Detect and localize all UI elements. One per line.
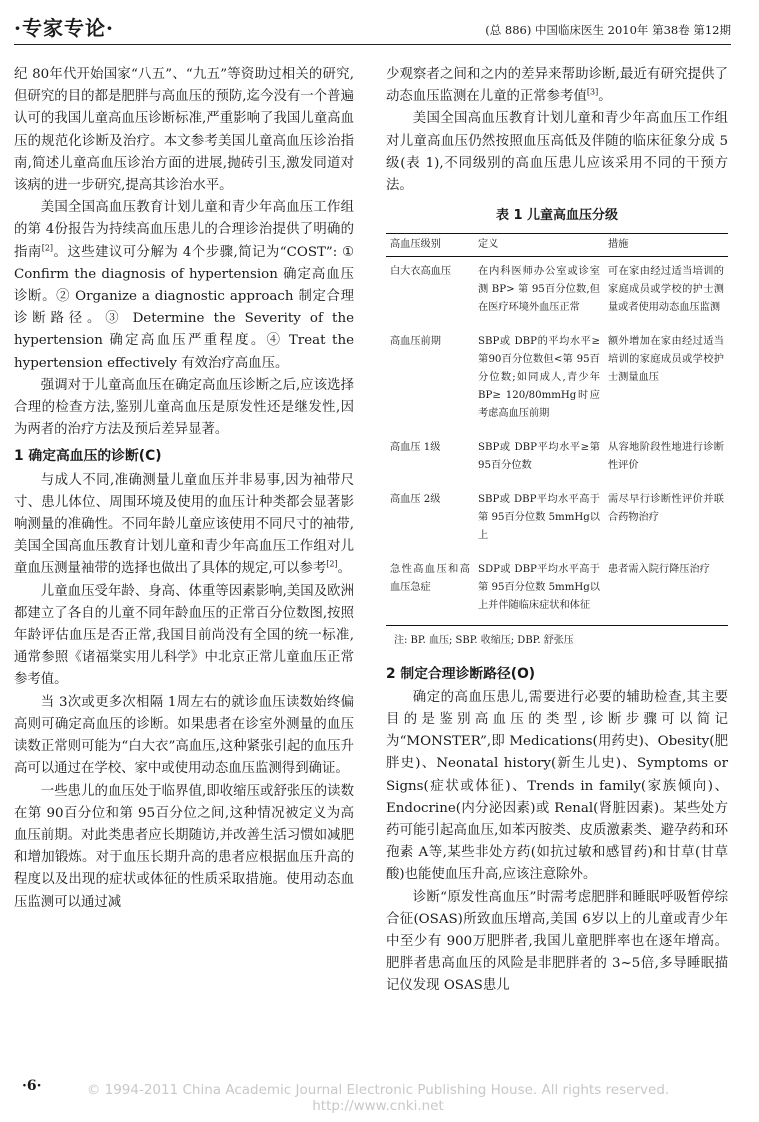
paragraph-text: 少观察者之间和之内的差异来帮助诊断,最近有研究提供了动态血压监测在儿童的正常参考值 xyxy=(386,67,728,105)
copyright-footer: © 1994-2011 China Academic Journal Electronic Publishing House. All rights reserved. http://www.cnki.net xyxy=(86,1082,670,1114)
paragraph: 当 3次或更多次相隔 1周左右的就诊血压读数始终偏高则可确定高血压的诊断。如果患者在诊室外测量的血压读数正常则可能为“白大衣”高血压,这种紧张引起的血压升高可以通过在学校、家中或使用动态血压监测得到确证。 xyxy=(14,694,354,777)
table-row xyxy=(386,555,728,626)
paragraph: 儿童血压受年龄、身高、体重等因素影响,美国及欧洲都建立了各自的儿童不同年龄血压的正常百分位数图,按照年龄评估血压是否正常,我国目前尚没有全国的统一标准,通常参照《诸福棠实用儿科学》中北京正常儿童血压正常参考值。 xyxy=(14,583,354,688)
paragraph xyxy=(386,64,728,108)
table-header-row xyxy=(386,234,728,257)
paragraph-text: 。这些建议可分解为 4个步骤,简记为“COST”: ① Confirm the diagnosis of hypertension 确定高血压诊断。② Organize a diagnostic approach 制定合理诊断路径。③ Determine the Severity of the hypertension 确定高血压严重程度。④ Treat the hypertension effectively 有效治疗高血压。 xyxy=(14,244,355,371)
definition-cell: SBP或 DBP平均水平≥第 95百分位数 xyxy=(478,442,600,472)
table-title: 表 1 儿童高血压分级 xyxy=(495,208,619,224)
right-column xyxy=(386,64,728,998)
paragraph xyxy=(14,197,354,375)
page-number: ·6· xyxy=(22,1078,42,1094)
paragraph: 纪 80年代开始国家“八五”、“九五”等资助过相关的研究,但研究的目的都是肥胖与高血压的预防,迄今没有一个普遍认可的我国儿童高血压诊断标准,严重影响了我国儿童高血压的规范化诊断及治疗。本文参考美国儿童高血压诊治指南,简述儿童高血压诊治方面的进展,抛砖引玉,激发同道对该病的进一步研究,提高其诊治水平。 xyxy=(14,67,354,194)
journal-info: (总 886) 中国临床医生 2010年 第38卷 第12期 xyxy=(485,23,731,37)
paragraph-text: 。 xyxy=(337,561,351,577)
paragraph: 强调对于儿童高血压在确定高血压诊断之后,应该选择合理的检查方法,鉴别儿童高血压是原发性还是继发性,因为两者的治疗方法及预后差异显著。 xyxy=(14,377,354,438)
left-column xyxy=(14,64,354,914)
citation-ref[interactable]: [2] xyxy=(41,243,54,253)
table-row xyxy=(386,485,728,555)
measure-cell: 需尽早行诊断性评价并联合药物治疗 xyxy=(608,494,724,524)
paragraph: 美国全国高血压教育计划儿童和青少年高血压工作组对儿童高血压仍然按照血压高低及伴随的临床征象分成 5级(表 1),不同级别的高血压患儿应该采用不同的干预方法。 xyxy=(386,111,728,194)
table-header-cell: 定义 xyxy=(474,234,604,257)
table-row xyxy=(386,433,728,485)
table-row xyxy=(386,257,728,328)
table-header-cell: 措施 xyxy=(604,234,728,257)
measure-cell: 可在家由经过适当培训的家庭成员或学校的护士测量或者使用动态血压监测 xyxy=(608,266,724,314)
measure-cell: 额外增加在家由经过适当培训的家庭成员或学校护士测量血压 xyxy=(608,336,724,384)
paragraph: 确定的高血压患儿,需要进行必要的辅助检查,其主要目的是鉴别高血压的类型,诊断步骤可以简记为“MONSTER”,即 Medications(用药史)、Obesity(肥胖史)、Neonatal history(新生儿史)、Symptoms or Signs(症状或体征)、Trends in family(家族倾向)、Endocrine(内分泌因素)或 Renal(肾脏因素)。某些处方药可能引起高血压,如苯丙胺类、皮质激素类、避孕药和环孢素 A等,某些非处方药(如抗过敏和感冒药)和甘草(甘草酸)也能使血压升高,应该注意除外。 xyxy=(386,689,728,883)
hypertension-grade-table xyxy=(386,233,728,626)
measure-cell: 从容地阶段性地进行诊断性评价 xyxy=(608,442,724,472)
citation-ref[interactable]: [2] xyxy=(326,560,338,569)
measure-cell: 患者需入院行降压治疗 xyxy=(604,555,728,626)
table-header-cell: 高血压级别 xyxy=(386,234,474,257)
grade-cell: 白大衣高血压 xyxy=(390,266,452,278)
citation-ref[interactable]: [3] xyxy=(586,87,599,97)
definition-cell: SDP或 DBP平均水平高于第 95百分位数 5mmHg以上并伴随临床症状和体征 xyxy=(474,555,604,626)
grade-cell: 高血压 1级 xyxy=(390,442,441,454)
paragraph-text: 与成人不同,准确测量儿童血压并非易事,因为袖带尺寸、患儿体位、周围环境及使用的血压计种类都会显著影响测量的准确性。不同年龄儿童应该使用不同尺寸的袖带,美国全国高血压教育计划儿童和青少年高血压工作组对儿童血压测量袖带的选择也做出了具体的规定,可以参考 xyxy=(14,472,354,577)
paragraph-text: 。 xyxy=(598,89,612,105)
grade-cell: 高血压前期 xyxy=(390,336,441,348)
grade-cell: 急性高血压和高血压急症 xyxy=(386,555,474,626)
definition-cell: 在内科医师办公室或诊室测 BP> 第 95百分位数,但在医疗环境外血压正常 xyxy=(478,266,600,314)
table-note: 注: BP. 血压; SBP. 收缩压; DBP. 舒张压 xyxy=(394,635,574,647)
grade-cell: 高血压 2级 xyxy=(390,494,441,506)
page-header xyxy=(14,6,731,46)
paragraph: 诊断“原发性高血压”时需考虑肥胖和睡眠呼吸暂停综合征(OSAS)所致血压增高,美国 6岁以上的儿童或青少年中至少有 900万肥胖者,我国儿童肥胖率也在逐年增高。肥胖者患高血压的风险是非肥胖者的 3~5倍,多导睡眠描记仪发现 OSAS患儿 xyxy=(386,889,728,994)
header-divider xyxy=(14,44,731,45)
paragraph xyxy=(14,470,354,581)
section-heading-2: 2 制定合理诊断路径(O) xyxy=(386,665,536,682)
paragraph: 一些患儿的血压处于临界值,即收缩压或舒张压的读数在第 90百分位和第 95百分位之间,这种情况被定义为高血压前期。对此类患者应长期随访,并改善生活习惯如减肥和增加锻炼。对于血压长期升高的患者应根据血压升高的程度以及出现的症状或体征的性质采取措施。使用动态血压监测可以通过减 xyxy=(14,783,354,910)
definition-cell: SBP或 DBP的平均水平≥第90百分位数但<第 95百分位数;如同成人,青少年 BP≥ 120/80mmHg时应考虑高血压前期 xyxy=(478,336,600,420)
section-label: ·专家专论· xyxy=(14,16,114,40)
definition-cell: SBP或 DBP平均水平高于第 95百分位数 5mmHg以上 xyxy=(478,494,600,542)
section-heading-1: 1 确定高血压的诊断(C) xyxy=(14,448,162,465)
paragraph-text: 美国全国高血压教育计划儿童和青少年高血压工作组的第 4份报告为持续高血压患儿的合理诊治提供了明确的指南 xyxy=(14,200,354,260)
table-row xyxy=(386,327,728,433)
